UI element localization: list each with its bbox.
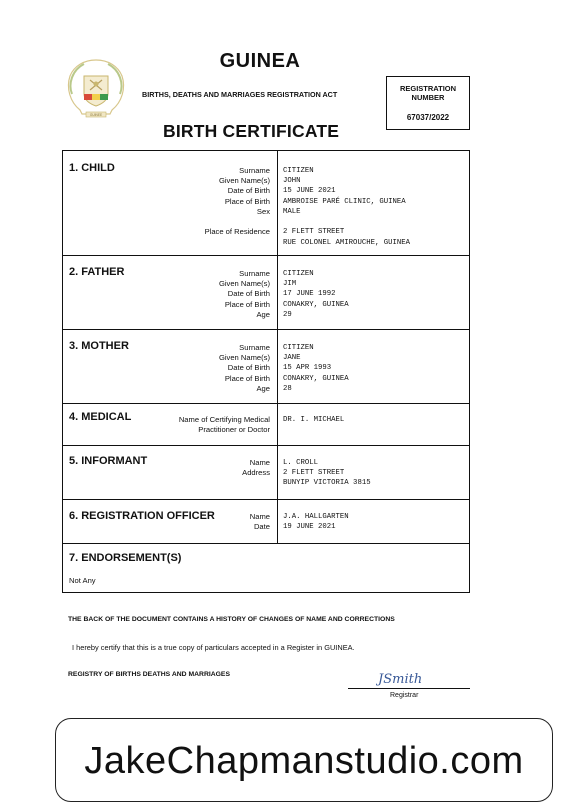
value-given-names: JANE: [283, 354, 301, 363]
section-heading: 4. MEDICAL: [69, 411, 132, 423]
field-labels: [250, 512, 270, 532]
field-labels: [205, 166, 270, 238]
label-surname: Surname: [239, 343, 270, 352]
endorsement-value: Not Any: [69, 576, 96, 585]
field-values: [283, 512, 349, 532]
section-father: [62, 255, 470, 330]
column-divider: [277, 256, 278, 329]
value-surname: CITIZEN: [283, 167, 314, 175]
label-practitioner: Practitioner or Doctor: [198, 425, 270, 435]
label-age: Age: [256, 383, 270, 393]
label-sex: Sex: [256, 206, 270, 216]
value-surname: CITIZEN: [283, 270, 314, 278]
registration-label-2: NUMBER: [411, 93, 445, 102]
column-divider: [277, 330, 278, 403]
field-values: [283, 269, 349, 320]
registration-label-1: REGISTRATION: [399, 84, 457, 93]
column-divider: [277, 500, 278, 543]
column-divider: [277, 404, 278, 445]
label-date-of-birth: Date of Birth: [227, 363, 270, 373]
section-heading: 2. FATHER: [69, 266, 125, 278]
field-labels: [219, 269, 270, 320]
value-residence-line: RUE COLONEL AMIROUCHE, GUINEA: [283, 238, 410, 247]
section-endorsements: [62, 543, 470, 593]
field-values: [283, 343, 349, 394]
section-heading: 1. CHILD: [69, 162, 115, 174]
label-date-of-birth: Date of Birth: [227, 289, 270, 299]
value-given-names: JIM: [283, 280, 297, 289]
value-date-of-birth: 17 JUNE 1992: [283, 290, 336, 299]
value-date-of-birth: 15 APR 1993: [283, 364, 332, 373]
signature-text: JSmith: [378, 672, 423, 687]
value-date-of-birth: 15 JUNE 2021: [283, 187, 336, 196]
registrar-signature: [376, 667, 456, 689]
section-registration-officer: [62, 499, 470, 544]
registration-number: 67037/2022: [406, 113, 450, 122]
column-divider: [277, 151, 278, 255]
label-name: Name: [249, 458, 270, 467]
signature-line: [348, 688, 470, 689]
label-place-of-birth: Place of Birth: [224, 196, 270, 206]
label-place-of-birth: Place of Birth: [224, 373, 270, 383]
label-given-names: Given Name(s): [218, 353, 270, 363]
registry-name: REGISTRY OF BIRTHS DEATHS AND MARRIAGES: [68, 671, 230, 678]
value-doctor: DR. I. MICHAEL: [283, 416, 345, 424]
value-surname: CITIZEN: [283, 344, 314, 352]
watermark-banner: [55, 718, 553, 802]
value-name: L. CROLL: [283, 459, 319, 467]
document-title: BIRTH CERTIFICATE: [163, 121, 340, 141]
label-address: Address: [242, 468, 270, 478]
value-age: 28: [283, 384, 292, 393]
label-date: Date: [253, 522, 270, 532]
section-informant: [62, 445, 470, 500]
value-place-of-birth: CONAKRY, GUINEA: [283, 374, 349, 383]
label-age: Age: [256, 309, 270, 319]
value-date: 19 JUNE 2021: [283, 523, 336, 532]
label-certifying-medical: Name of Certifying Medical: [178, 415, 270, 424]
label-date-of-birth: Date of Birth: [227, 186, 270, 196]
value-place-of-birth: AMBROISE PARÉ CLINIC, GUINEA: [283, 197, 406, 206]
field-labels: [179, 415, 270, 435]
value-address-line: 2 FLETT STREET: [283, 469, 345, 478]
svg-text:GUINEE: GUINEE: [89, 113, 103, 117]
value-address-line: BUNYIP VICTORIA 3815: [283, 479, 371, 488]
value-sex: MALE: [283, 207, 301, 216]
section-heading: 5. INFORMANT: [69, 455, 148, 467]
value-given-names: JOHN: [283, 177, 301, 186]
registration-number-box: [386, 76, 470, 130]
label-name: Name: [249, 512, 270, 521]
label-place-of-birth: Place of Birth: [224, 299, 270, 309]
section-medical: [62, 403, 470, 446]
label-given-names: Given Name(s): [218, 279, 270, 289]
coat-of-arms-emblem: [62, 54, 130, 124]
back-of-document-note: THE BACK OF THE DOCUMENT CONTAINS A HISTORY OF CHANGES OF NAME AND CORRECTIONS: [68, 616, 395, 623]
field-values: [283, 166, 410, 248]
label-place-of-residence: Place of Residence: [204, 227, 270, 237]
field-labels: [242, 458, 270, 478]
act-title: BIRTHS, DEATHS AND MARRIAGES REGISTRATION ACT: [142, 90, 338, 99]
field-values: [283, 458, 371, 489]
section-heading: 6. REGISTRATION OFFICER: [69, 510, 215, 522]
label-surname: Surname: [239, 166, 270, 175]
country-title: GUINEA: [219, 50, 301, 72]
section-heading: 3. MOTHER: [69, 340, 129, 352]
value-place-of-birth: CONAKRY, GUINEA: [283, 300, 349, 309]
certification-statement: I hereby certify that this is a true copy of particulars accepted in a Register in GUINEA.: [72, 643, 355, 652]
watermark-text: JakeChapmanstudio.com: [84, 740, 524, 782]
column-divider: [277, 446, 278, 499]
label-given-names: Given Name(s): [218, 176, 270, 186]
section-mother: [62, 329, 470, 404]
label-surname: Surname: [239, 269, 270, 278]
registrar-label: Registrar: [390, 692, 419, 699]
value-residence-line: 2 FLETT STREET: [283, 228, 345, 237]
value-age: 29: [283, 310, 292, 319]
field-values: [283, 415, 344, 425]
section-heading: 7. ENDORSEMENT(S): [69, 552, 182, 564]
section-child: [62, 150, 470, 256]
value-name: J.A. HALLGARTEN: [283, 513, 349, 521]
field-labels: [219, 343, 270, 394]
